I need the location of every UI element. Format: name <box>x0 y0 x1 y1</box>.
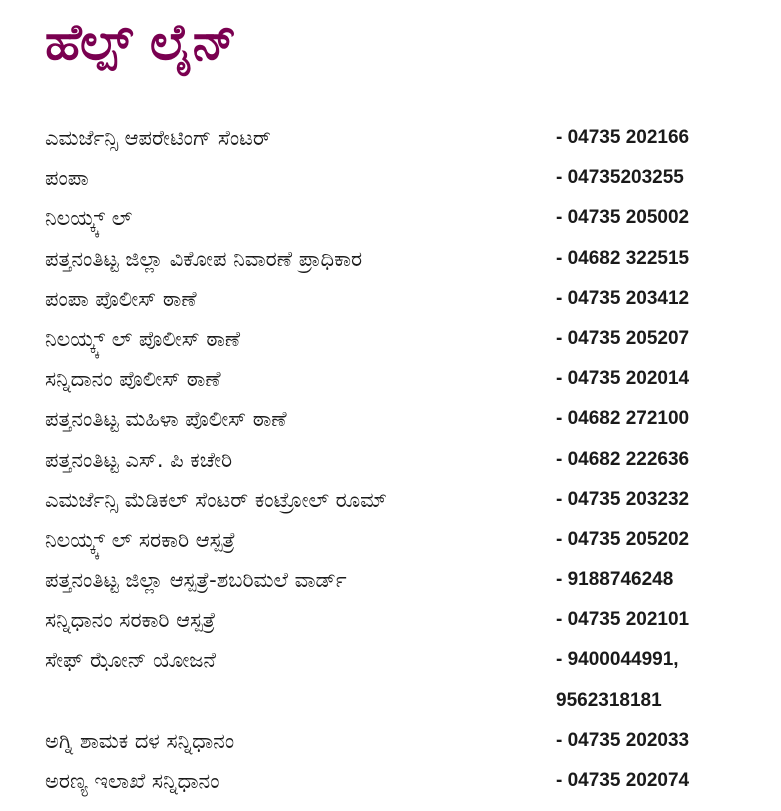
helpline-name: ಅಗ್ನಿ ಶಾಮಕ ದಳ ಸನ್ನಿಧಾನಂ <box>45 728 235 753</box>
helpline-row <box>0 399 781 439</box>
helpline-name: ಎಮರ್ಜೆನ್ಸಿ ಮೆಡಿಕಲ್ ಸೆಂಟರ್ ಕಂಟ್ರೋಲ್ ರೂಮ್ <box>45 487 387 512</box>
helpline-phone <box>556 640 771 720</box>
phone-number: - 04735 202074 <box>556 770 690 792</box>
helpline-row <box>0 721 781 761</box>
helpline-row <box>0 640 781 720</box>
helpline-phone <box>556 359 771 399</box>
helpline-phone <box>556 118 771 158</box>
helpline-phone <box>556 198 771 238</box>
phone-number: - 04735 202014 <box>556 368 690 390</box>
phone-number: - 04682 222636 <box>556 448 690 470</box>
phone-number: 9562318181 <box>556 689 662 711</box>
phone-number: - 9188746248 <box>556 569 674 591</box>
helpline-name: ಪತ್ತನಂತಿಟ್ಟ ಜಿಲ್ಲಾ ಆಸ್ಪತ್ರೆ-ಶಬರಿಮಲೆ ವಾರ್ಡ್ <box>45 568 347 593</box>
phone-number: - 9400044991, <box>556 649 679 671</box>
helpline-name: ಅರಣ್ಯ ಇಲಾಖೆ ಸನ್ನಿಧಾನಂ <box>45 769 220 794</box>
helpline-row <box>0 359 781 399</box>
helpline-row <box>0 118 781 158</box>
phone-number: - 04735 202101 <box>556 609 690 631</box>
phone-number: - 04735 203232 <box>556 488 690 510</box>
helpline-name: ಎಮರ್ಜೆನ್ಸಿ ಆಪರೇಟಿಂಗ್ ಸೆಂಟರ್ <box>45 126 271 150</box>
helpline-row <box>0 279 781 319</box>
phone-number: - 04682 272100 <box>556 408 690 430</box>
helpline-phone <box>556 721 771 761</box>
helpline-name: ಪತ್ತನಂತಿಟ್ಟ ಎಸ್. ಪಿ ಕಚೇರಿ <box>45 447 233 472</box>
helpline-phone <box>556 158 771 198</box>
helpline-phone <box>556 440 771 480</box>
phone-number: - 04735 202166 <box>556 127 690 148</box>
helpline-name: ಪತ್ತನಂತಿಟ್ಟ ಜಿಲ್ಲಾ ವಿಕೋಪ ನಿವಾರಣೆ ಪ್ರಾಧಿಕಾರ <box>45 246 363 271</box>
helpline-name: ಪತ್ತನಂತಿಟ್ಟ ಮಹಿಳಾ ಪೊಲೀಸ್ ಠಾಣೆ <box>45 407 287 432</box>
phone-number: - 04735 203412 <box>556 287 690 309</box>
helpline-list <box>0 118 781 801</box>
helpline-phone <box>556 239 771 279</box>
page-title: ಹೆಲ್ಪ್ ಲೈನ್ <box>45 13 237 71</box>
helpline-name: ಪಂಪಾ <box>45 166 89 191</box>
helpline-row <box>0 600 781 640</box>
helpline-name: ನಿಲಯ್ಕ್ಕ್ ಲ್ ಸರಕಾರಿ ಆಸ್ಪತ್ರೆ <box>45 527 236 552</box>
helpline-name: ನಿಲಯ್ಕ್ಕ್ ಲ್ ಪೊಲೀಸ್ ಠಾಣೆ <box>45 326 241 351</box>
helpline-phone <box>556 279 771 319</box>
helpline-row <box>0 198 781 238</box>
helpline-row <box>0 158 781 198</box>
phone-number: - 04735203255 <box>556 167 684 189</box>
helpline-row <box>0 560 781 600</box>
helpline-phone <box>556 319 771 359</box>
helpline-phone <box>556 761 771 801</box>
phone-number: - 04682 322515 <box>556 247 690 269</box>
helpline-phone <box>556 480 771 520</box>
helpline-name: ಸೇಫ್ ಝೋನ್ ಯೋಜನೆ <box>45 648 216 673</box>
helpline-row <box>0 761 781 801</box>
helpline-phone <box>556 600 771 640</box>
helpline-row <box>0 520 781 560</box>
helpline-row <box>0 239 781 279</box>
helpline-phone <box>556 560 771 600</box>
helpline-name: ಸನ್ನಿದಾನಂ ಪೊಲೀಸ್ ಠಾಣೆ <box>45 367 221 392</box>
helpline-name: ನಿಲಯ್ಕ್ಕ್ ಲ್ <box>45 206 133 231</box>
phone-number: - 04735 205202 <box>556 528 690 550</box>
helpline-name: ಸನ್ನಿಧಾನಂ ಸರಕಾರಿ ಆಸ್ಪತ್ರೆ <box>45 608 216 633</box>
phone-number: - 04735 205207 <box>556 327 690 349</box>
helpline-phone <box>556 399 771 439</box>
phone-number: - 04735 205002 <box>556 207 690 229</box>
helpline-phone <box>556 520 771 560</box>
helpline-row <box>0 319 781 359</box>
helpline-name: ಪಂಪಾ ಪೊಲೀಸ್ ಠಾಣೆ <box>45 286 197 311</box>
helpline-row <box>0 440 781 480</box>
helpline-row <box>0 480 781 520</box>
phone-number: - 04735 202033 <box>556 729 690 751</box>
